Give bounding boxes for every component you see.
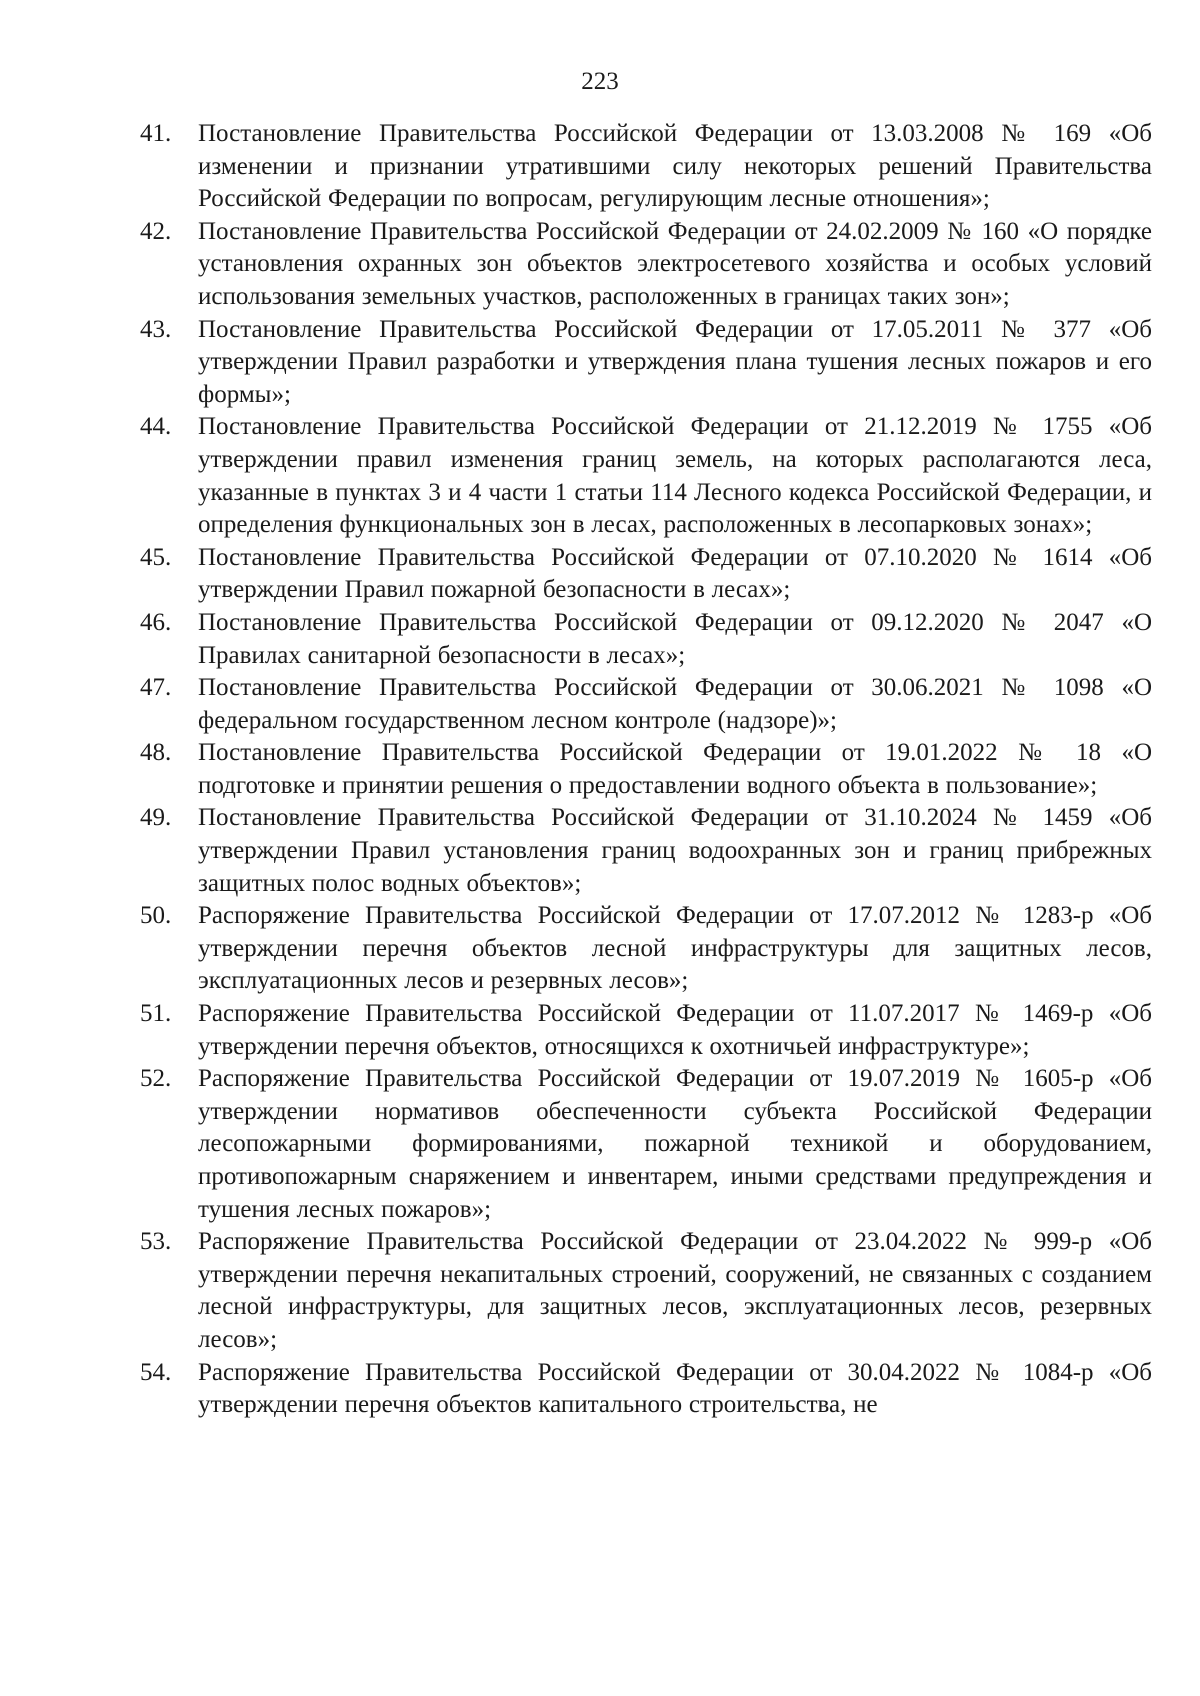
item-number: 54. — [140, 1358, 172, 1386]
item-number: 51. — [140, 1000, 172, 1028]
list-item — [140, 118, 1152, 216]
item-text: Распоряжение Правительства Российской Федерации от 30.04.2022 № 1084-р «Об утверждении перечня объектов капитального строительства, не — [198, 1358, 1152, 1419]
item-text: Распоряжение Правительства Российской Федерации от 17.07.2012 № 1283-р «Об утверждении перечня объектов лесной инфраструктуры для защитных лесов, эксплуатационных лесов и резервных лесов»; — [198, 902, 1152, 995]
item-number: 44. — [140, 413, 172, 441]
item-number: 49. — [140, 804, 172, 832]
list-item — [140, 1226, 1152, 1356]
list-item — [140, 802, 1152, 900]
list-item — [140, 900, 1152, 998]
item-text: Постановление Правительства Российской Федерации от 21.12.2019 № 1755 «Об утверждении правил изменения границ земель, на которых располагаются леса, указанные в пунктах 3 и 4 части 1 статьи 114 Лесного кодекса Российской Федерации, и определения функциональных зон в лесах, расположенных в лесопарковых зонах»; — [198, 413, 1152, 539]
item-number: 42. — [140, 217, 172, 245]
list-item — [140, 737, 1152, 802]
item-text: Постановление Правительства Российской Федерации от 17.05.2011 № 377 «Об утверждении Правил разработки и утверждения плана тушения лесных пожаров и его формы»; — [198, 315, 1152, 408]
list-item — [140, 672, 1152, 737]
item-number: 52. — [140, 1065, 172, 1093]
item-number: 47. — [140, 674, 172, 702]
item-text: Распоряжение Правительства Российской Федерации от 11.07.2017 № 1469-р «Об утверждении перечня объектов, относящихся к охотничьей инфраструктуре»; — [198, 1000, 1152, 1060]
item-text: Постановление Правительства Российской Федерации от 19.01.2022 № 18 «О подготовке и принятии решения о предоставлении водного объекта в пользование»; — [198, 739, 1152, 799]
item-number: 50. — [140, 902, 172, 930]
item-number: 45. — [140, 543, 172, 571]
list-item — [140, 607, 1152, 672]
item-text: Постановление Правительства Российской Федерации от 30.06.2021 № 1098 «О федеральном государственном лесном контроле (надзоре)»; — [198, 674, 1152, 734]
item-number: 41. — [140, 120, 172, 147]
list-item — [140, 1063, 1152, 1226]
item-text: Распоряжение Правительства Российской Федерации от 23.04.2022 № 999-р «Об утверждении перечня некапитальных строений, сооружений, не связанных с созданием лесной инфраструктуры, для защитных лесов, эксплуатационных лесов, резервных лесов»; — [198, 1228, 1152, 1353]
list-item — [140, 314, 1152, 412]
item-text: Постановление Правительства Российской Федерации от 24.02.2009 № 160 «О порядке установления охранных зон объектов электросетевого хозяйства и особых условий использования земельных участков, расположенных в границах таких зон»; — [198, 217, 1152, 310]
item-number: 53. — [140, 1228, 172, 1256]
item-number: 46. — [140, 608, 172, 636]
item-number: 43. — [140, 315, 172, 343]
list-item — [140, 998, 1152, 1063]
list-item — [140, 542, 1152, 607]
item-text: Постановление Правительства Российской Федерации от 09.12.2020 № 2047 «О Правилах санитарной безопасности в лесах»; — [198, 608, 1152, 669]
item-text: Постановление Правительства Российской Федерации от 13.03.2008 № 169 «Об изменении и признании утратившими силу некоторых решений Правительства Российской Федерации по вопросам, регулирующим лесные отношения»; — [198, 120, 1152, 213]
item-text: Распоряжение Правительства Российской Федерации от 19.07.2019 № 1605-р «Об утверждении нормативов обеспеченности субъекта Российской Федерации лесопожарными формированиями, пожарной техникой и оборудованием, противопожарным снаряжением и инвентарем, иными средствами предупреждения и тушения лесных пожаров»; — [198, 1065, 1152, 1223]
list-item — [140, 1357, 1152, 1422]
item-text: Постановление Правительства Российской Федерации от 31.10.2024 № 1459 «Об утверждении Правил установления границ водоохранных зон и границ прибрежных защитных полос водных объектов»; — [198, 804, 1152, 897]
item-number: 48. — [140, 739, 172, 767]
page-number: 223 — [581, 68, 619, 95]
list-item — [140, 411, 1152, 541]
item-text: Постановление Правительства Российской Федерации от 07.10.2020 № 1614 «Об утверждении Правил пожарной безопасности в лесах»; — [198, 543, 1152, 604]
list-item — [140, 216, 1152, 314]
legal-acts-list — [140, 118, 1152, 1422]
